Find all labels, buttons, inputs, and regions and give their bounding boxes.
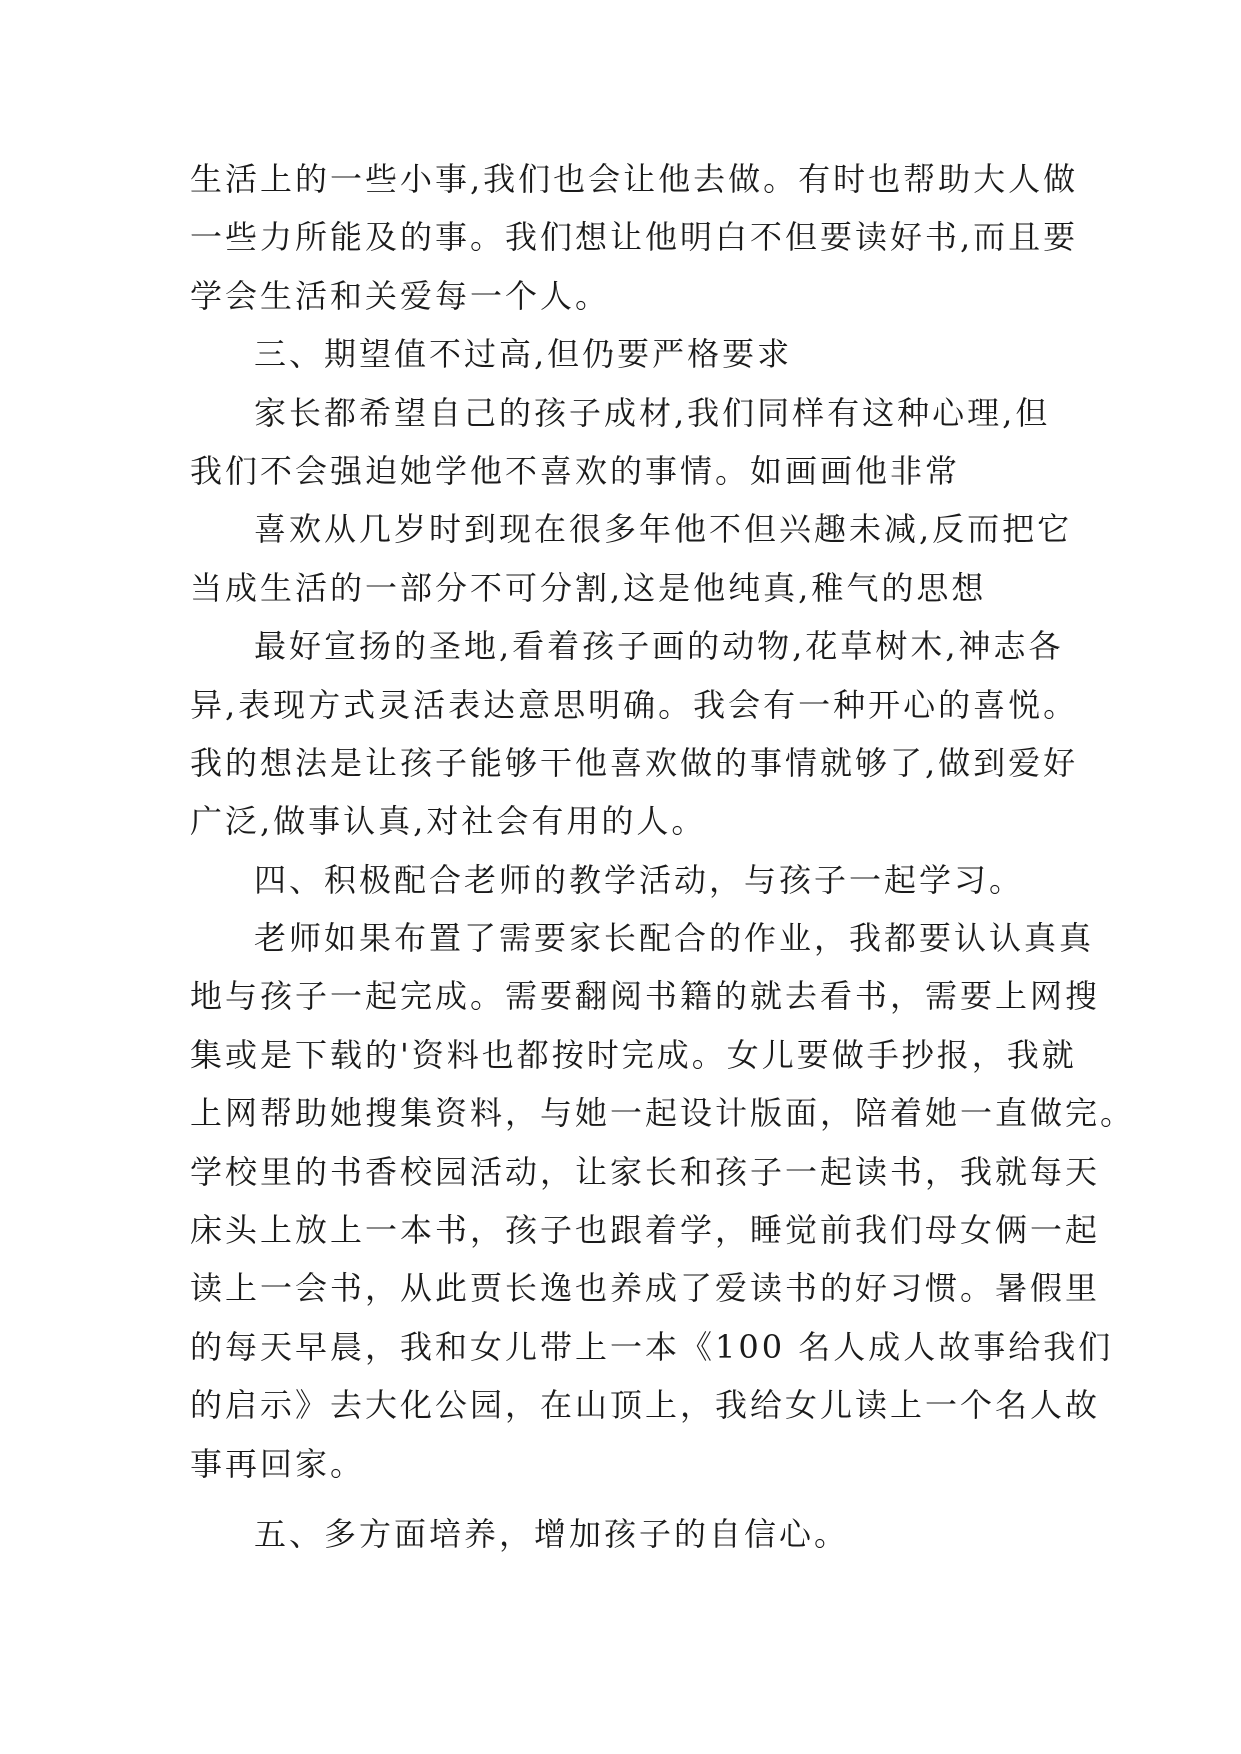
paragraph-line: 学会生活和关爱每一个人。	[190, 276, 611, 315]
paragraph-line: 广泛,做事认真,对社会有用的人。	[190, 802, 707, 841]
section-heading: 三、期望值不过高,但仍要严格要求	[254, 335, 793, 374]
paragraph-line: 事再回家。	[190, 1444, 366, 1483]
body-text	[190, 150, 1136, 1563]
section-heading: 四、积极配合老师的教学活动，与孩子一起学习。	[254, 860, 1025, 899]
paragraph-line: 学校里的书香校园活动，让家长和孩子一起读书，我就每天	[190, 1152, 1101, 1191]
paragraph-line: 异,表现方式灵活表达意思明确。我会有一种开心的喜悦。	[190, 685, 1079, 724]
paragraph-line: 地与孩子一起完成。需要翻阅书籍的就去看书，需要上网搜	[190, 977, 1101, 1016]
paragraph-line: 喜欢从几岁时到现在很多年他不但兴趣未减,反而把它	[254, 510, 1073, 549]
paragraph-line: 的启示》去大化公园，在山顶上，我给女儿读上一个名人故	[190, 1386, 1101, 1425]
paragraph-line: 上网帮助她搜集资料，与她一起设计版面，陪着她一直做完。	[190, 1094, 1136, 1133]
paragraph-line: 家长都希望自己的孩子成材,我们同样有这种心理,但	[254, 393, 1051, 432]
paragraph-line: 当成生活的一部分不可分割,这是他纯真,稚气的思想	[190, 568, 987, 607]
paragraph-line: 我们不会强迫她学他不喜欢的事情。如画画他非常	[190, 451, 961, 490]
paragraph-line: 床头上放上一本书，孩子也跟着学，睡觉前我们母女俩一起	[190, 1211, 1101, 1250]
paragraph-line: 一些力所能及的事。我们想让他明白不但要读好书,而且要	[190, 218, 1079, 257]
paragraph-line: 的每天早晨，我和女儿带上一本《100 名人成人故事给我们	[190, 1327, 1114, 1366]
paragraph-line: 老师如果布置了需要家长配合的作业，我都要认认真真	[254, 919, 1095, 958]
section-heading: 五、多方面培养，增加孩子的自信心。	[254, 1514, 850, 1553]
paragraph-line: 集或是下载的'资料也都按时完成。女儿要做手抄报，我就	[190, 1035, 1077, 1074]
paragraph-line: 生活上的一些小事,我们也会让他去做。有时也帮助大人做	[190, 160, 1079, 198]
paragraph-line: 最好宣扬的圣地,看着孩子画的动物,花草树木,神志各	[254, 627, 1064, 666]
paragraph-line: 读上一会书，从此贾长逸也养成了爱读书的好习惯。暑假里	[190, 1269, 1101, 1308]
paragraph-line: 我的想法是让孩子能够干他喜欢做的事情就够了,做到爱好	[190, 743, 1079, 782]
